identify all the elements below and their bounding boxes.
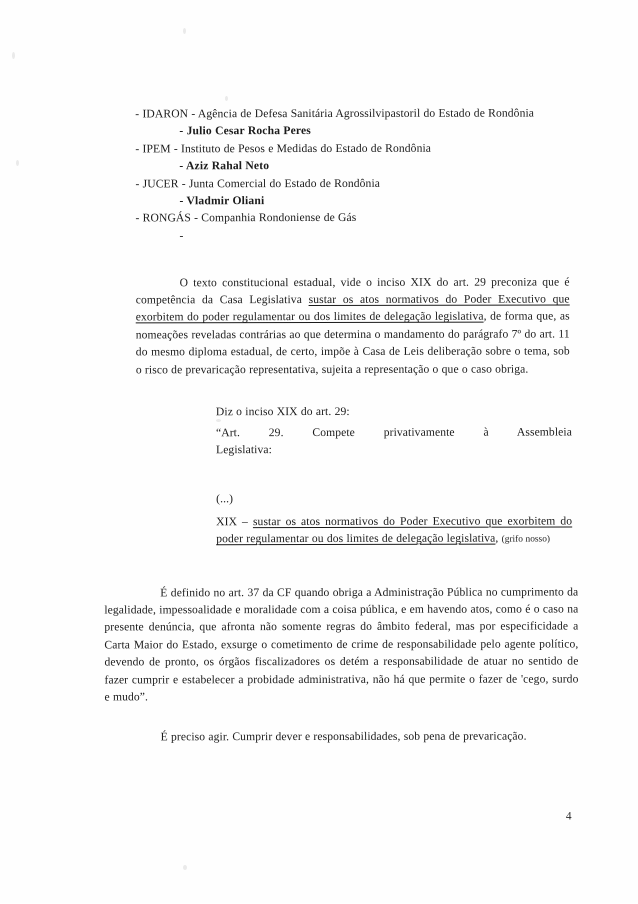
list-item: - IPEM - Instituto de Pesos e Medidas do Estado de Rondônia bbox=[135, 141, 432, 156]
list-item-person: - Julio Cesar Rocha Peres bbox=[179, 124, 311, 138]
quote-xix-note: (grifo nosso) bbox=[501, 534, 551, 545]
quote-xix-suffix: , bbox=[495, 531, 502, 545]
paragraph-cf-article-37: É definido no art. 37 da CF quando obriga a Administração Pública no cumprimento da legalidade, impessoalidade e moralidade com a coisa pública, e em havendo atos, como é o caso na presente denúncia, que afronta não somente regras do âmbito federal, mas por especificidade a Carta Maior do Estado, exsurge o cometimento de crime de responsabilidade pelo agente político, devendo de pronto, os órgãos fiscalizadores os detém a responsabilidade de atuar no sentido de fazer cumprir e estabelecer a probidade administrativa, não há que permite o fazer de 'cego, surdo e mudo”. bbox=[104, 585, 579, 704]
list-item: - JUCER - Junta Comercial do Estado de Rondônia bbox=[135, 176, 381, 191]
quote-article-text bbox=[216, 423, 572, 459]
paragraph-segment-tail: , de forma que, as nomeações reveladas contrárias ao que determina o mandamento do parágrafo 7º do art. 11 do mesmo diploma estadual, de certo, impõe à Casa de Leis deliberação sobre o tema, sob o risco de prevaricação representativa, sujeita a representação o que o caso obriga. bbox=[135, 309, 570, 377]
list-item-person: - Aziz Rahal Neto bbox=[179, 159, 270, 173]
quote-xix-underlined: sustar os atos normativos do Poder Executivo que exorbitem do poder regulamentar ou dos limites de delegação legislativa bbox=[216, 514, 573, 546]
paragraph-segment-intro: O texto constitucional estadual, vide o inciso XIX do art. 29 preconiza que é competência da Casa Legislativa bbox=[135, 275, 570, 307]
paragraph-segment-underlined: sustar os atos normativos do Poder Executivo que exorbitem do poder regulamentar ou dos limites de delegação legislativa bbox=[135, 292, 570, 324]
paragraph-closing: É preciso agir. Cumprir dever e responsabilidades, sob pena de prevaricação. bbox=[160, 729, 527, 743]
list-item-person: - Vladmir Oliani bbox=[179, 194, 265, 208]
list-item-person-blank: - bbox=[179, 229, 184, 243]
quote-lead-in: Diz o inciso XIX do art. 29: bbox=[215, 404, 350, 418]
quote-ellipsis: (...) bbox=[216, 491, 234, 505]
paragraph-constitutional-text bbox=[136, 273, 570, 378]
organization-list bbox=[135, 104, 577, 243]
quote-article-line-1: “Art. 29. Compete privativamente à Assembleia bbox=[215, 425, 572, 440]
quote-article-line-2: Legislativa: bbox=[215, 443, 272, 457]
list-item: - IDARON - Agência de Defesa Sanitária Agrossilvipastoril do Estado de Rondônia bbox=[135, 106, 535, 121]
quote-xix-numeral: XIX – bbox=[216, 514, 253, 528]
page-number: 4 bbox=[565, 810, 572, 823]
quote-item-xix bbox=[216, 512, 572, 550]
list-item: - RONGÁS - Companhia Rondoniense de Gás bbox=[135, 211, 357, 225]
